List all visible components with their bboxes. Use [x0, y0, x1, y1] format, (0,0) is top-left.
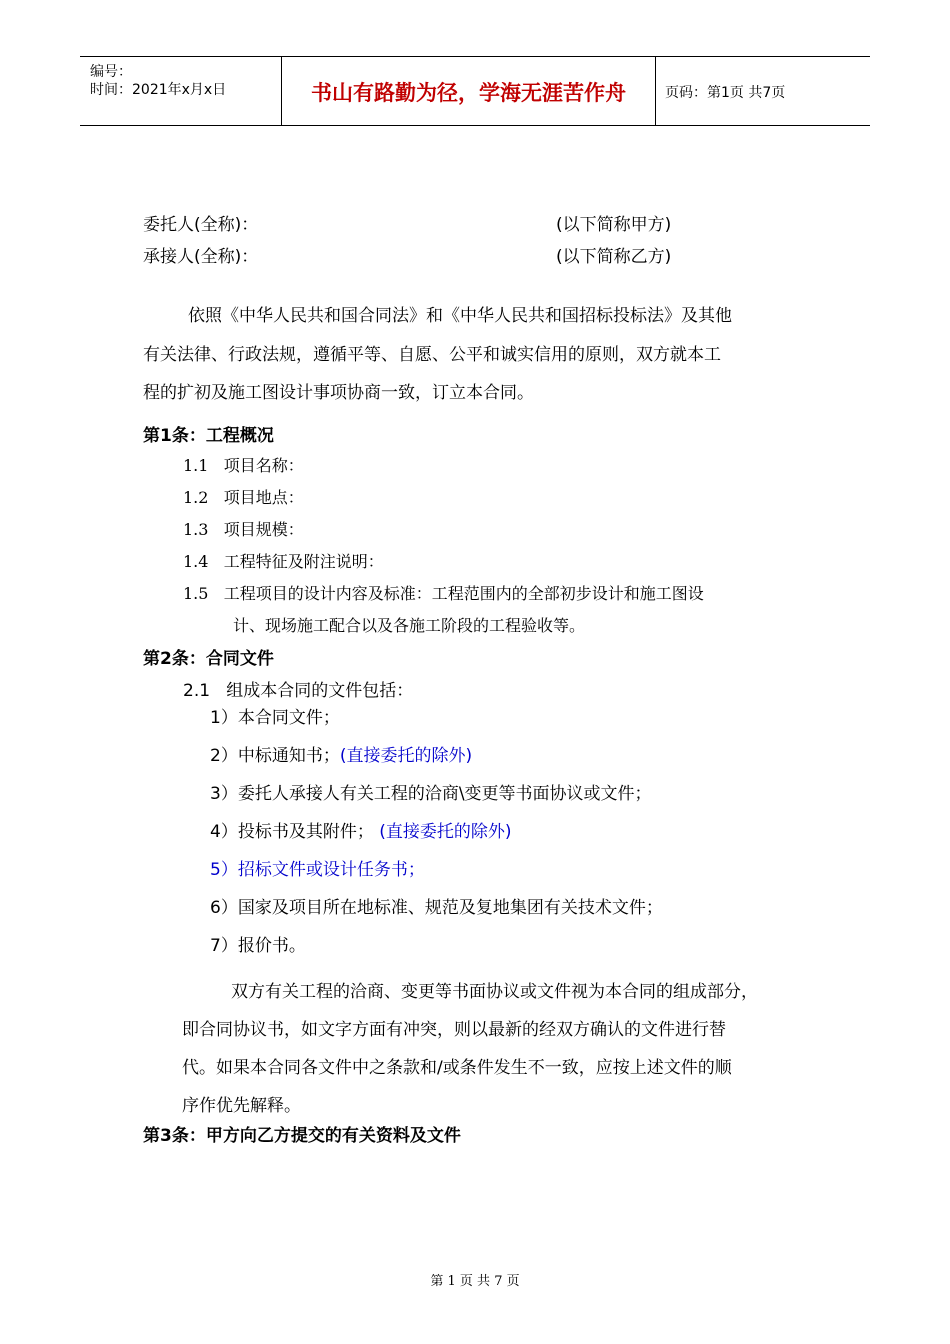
- page-info: 页码：第1页 共7页: [665, 85, 786, 101]
- number-label: 编号：: [90, 64, 132, 80]
- item-number: 1.3: [183, 520, 209, 539]
- article-1-item-5-continuation: 计、现场施工配合以及各施工阶段的工程验收等。: [233, 616, 586, 635]
- article-2-para-line-1: 双方有关工程的洽商、变更等书面协议或文件视为本合同的组成部分，: [231, 982, 758, 1002]
- article-1-item: [183, 485, 304, 508]
- article-3-title: 第3条：甲方向乙方提交的有关资料及文件: [143, 1126, 461, 1146]
- header-right-cell: [655, 57, 870, 125]
- article-1-item: [183, 549, 384, 572]
- doc-note: (直接委托的除外): [339, 746, 473, 766]
- contractor-note: (以下简称乙方): [556, 247, 672, 267]
- contractor-label: 承接人(全称)：: [143, 247, 259, 267]
- doc-item: 1）本合同文件；: [210, 708, 340, 728]
- intro-line-2: 有关法律、行政法规，遵循平等、自愿、公平和诚实信用的原则，双方就本工: [143, 345, 721, 365]
- doc-text: 4）投标书及其附件；: [210, 822, 374, 842]
- item-text: 项目规模：: [223, 520, 304, 539]
- item-number: 1.2: [183, 488, 209, 507]
- doc-item: 7）报价书。: [210, 936, 306, 956]
- sub-text: 组成本合同的文件包括：: [226, 681, 414, 701]
- doc-note: (直接委托的除外): [379, 822, 512, 842]
- article-2-para-line-4: 序作优先解释。: [182, 1096, 301, 1116]
- page-footer: 第 1 页 共 7 页: [430, 1274, 520, 1289]
- article-2-title: 第2条：合同文件: [143, 649, 274, 669]
- article-2-para-line-2: 即合同协议书，如文字方面有冲突，则以最新的经双方确认的文件进行替: [182, 1020, 726, 1040]
- item-text: 工程特征及附注说明：: [223, 552, 384, 571]
- article-1-item: [183, 581, 704, 604]
- client-note: (以下简称甲方): [556, 215, 672, 235]
- item-text: 项目名称：: [223, 456, 304, 475]
- header-left-cell: [80, 57, 280, 125]
- header-middle-cell: [281, 57, 656, 125]
- doc-item: [210, 817, 512, 842]
- article-2-sub: [183, 676, 413, 701]
- item-text: 项目地点：: [223, 488, 304, 507]
- doc-item: 5）招标文件或设计任务书；: [210, 860, 425, 880]
- doc-text: 2）中标通知书；: [210, 746, 340, 766]
- item-text: 工程项目的设计内容及标准：工程范围内的全部初步设计和施工图设: [223, 584, 704, 603]
- sub-number: 2.1: [183, 681, 211, 701]
- item-number: 1.1: [183, 456, 209, 475]
- doc-item: [210, 741, 472, 766]
- article-2-para-line-3: 代。如果本合同各文件中之条款和/或条件发生不一致，应按上述文件的顺: [182, 1058, 732, 1078]
- item-number: 1.5: [183, 584, 209, 603]
- client-label: 委托人(全称)：: [143, 215, 259, 235]
- item-number: 1.4: [183, 552, 209, 571]
- intro-line-3: 程的扩初及施工图设计事项协商一致，订立本合同。: [143, 383, 534, 403]
- article-1-item: [183, 453, 304, 476]
- article-1-title: 第1条：工程概况: [143, 426, 274, 446]
- time-label: 时间：2021年x月x日: [90, 82, 227, 98]
- doc-item: 3）委托人承接人有关工程的洽商\变更等书面协议或文件；: [210, 784, 652, 804]
- doc-item: 6）国家及项目所在地标准、规范及复地集团有关技术文件；: [210, 898, 663, 918]
- motto: 书山有路勤为径，学海无涯苦作舟: [311, 80, 626, 105]
- page-header: [80, 56, 870, 126]
- intro-line-1: 依照《中华人民共和国合同法》和《中华人民共和国招标投标法》及其他: [188, 306, 732, 326]
- article-1-item: [183, 517, 304, 540]
